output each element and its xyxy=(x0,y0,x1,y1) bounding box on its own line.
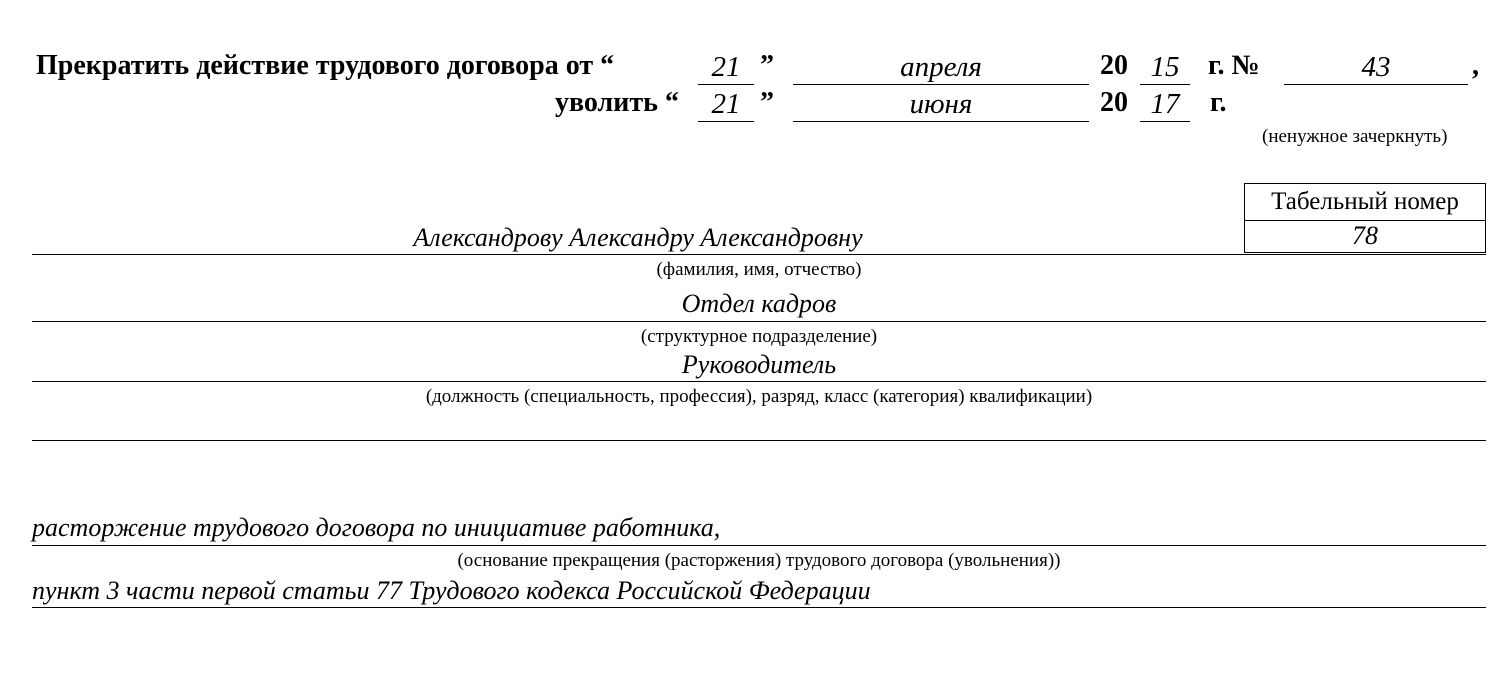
termination-reason[interactable]: расторжение трудового договора по инициативе работника, xyxy=(32,513,721,542)
legal-basis-line xyxy=(32,607,1486,608)
reason-line xyxy=(32,545,1486,546)
dismissal-year-field[interactable]: 17 xyxy=(1140,87,1190,122)
strike-out-note: (ненужное зачеркнуть) xyxy=(1262,126,1448,147)
quote-close-2: ” xyxy=(760,87,774,118)
blank-line xyxy=(32,440,1486,441)
personnel-number-header: Табельный номер xyxy=(1245,184,1485,221)
personnel-number-box xyxy=(1244,183,1486,253)
position-value[interactable]: Руководитель xyxy=(681,350,837,379)
reason-caption: (основание прекращения (расторжения) трудового договора (увольнения)) xyxy=(457,550,1061,571)
contract-day-field[interactable]: 21 xyxy=(698,50,754,85)
contract-month-field[interactable]: апреля xyxy=(793,50,1089,85)
quote-close: ” xyxy=(760,50,774,81)
department-value[interactable]: Отдел кадров xyxy=(681,289,837,318)
year-prefix-2: 20 xyxy=(1100,87,1128,118)
position-caption: (должность (специальность, профессия), разряд, класс (категория) квалификации) xyxy=(425,386,1093,407)
position-line xyxy=(32,381,1486,382)
department-caption: (структурное подразделение) xyxy=(640,326,878,347)
dismissal-month-field[interactable]: июня xyxy=(793,87,1089,122)
line-comma: , xyxy=(1472,50,1479,81)
year-suffix-label: г. xyxy=(1210,87,1227,118)
contract-number-field[interactable]: 43 xyxy=(1284,50,1468,85)
contract-termination-label: Прекратить действие трудового договора от “ xyxy=(36,50,615,81)
employee-name[interactable]: Александрову Александру Александровну xyxy=(413,223,863,252)
name-caption: (фамилия, имя, отчество) xyxy=(656,259,862,280)
legal-basis[interactable]: пункт 3 части первой статьи 77 Трудового кодекса Российской Федерации xyxy=(32,576,871,605)
contract-number-label: г. № xyxy=(1208,50,1260,81)
year-prefix: 20 xyxy=(1100,50,1128,81)
name-line xyxy=(32,254,1486,255)
department-line xyxy=(32,321,1486,322)
contract-year-field[interactable]: 15 xyxy=(1140,50,1190,85)
dismissal-day-field[interactable]: 21 xyxy=(698,87,754,122)
personnel-number-value[interactable]: 78 xyxy=(1352,221,1378,250)
dismiss-label: уволить “ xyxy=(555,87,679,118)
